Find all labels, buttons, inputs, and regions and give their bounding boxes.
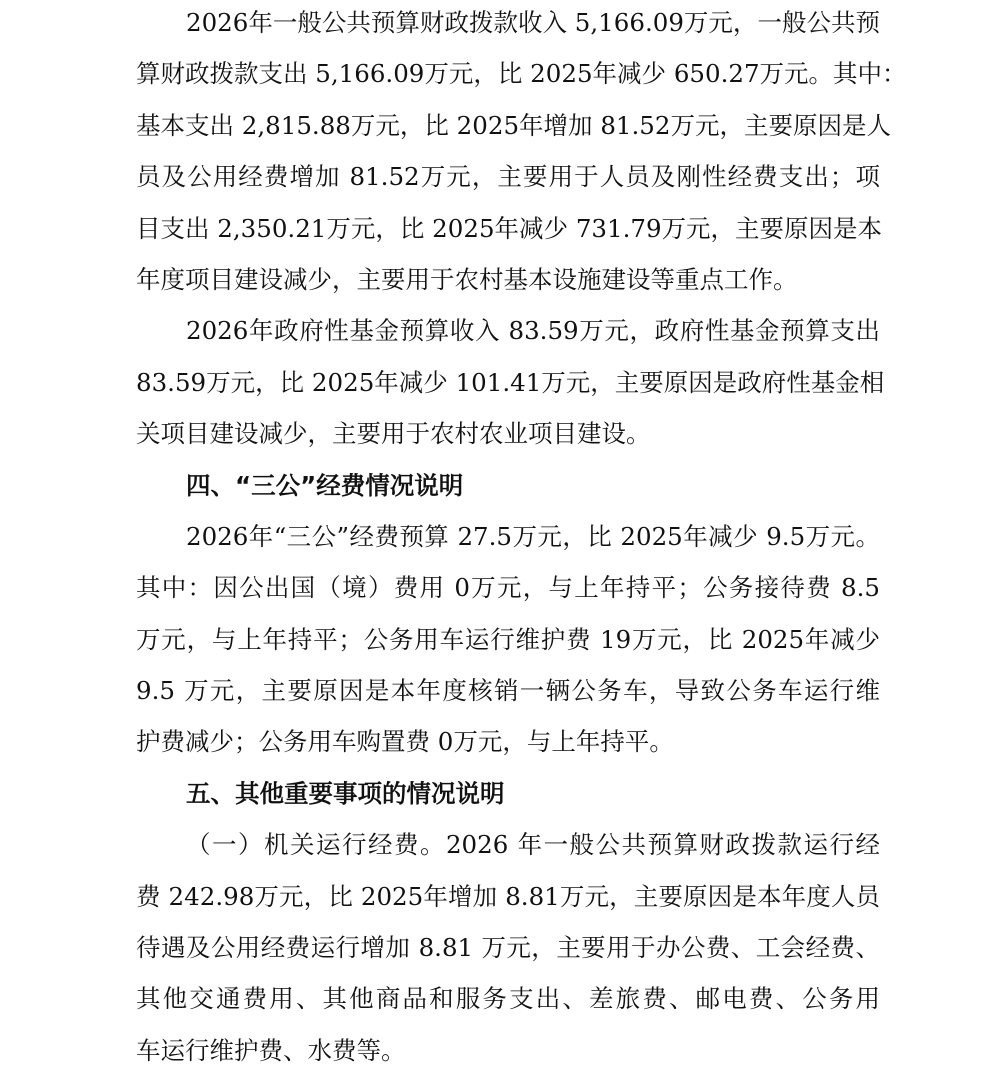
paragraph-budget-general-line-1: 2026年一般公共预算财政拨款收入 5,166.09万元，一般公共预 (186, 8, 880, 37)
paragraph-operating-funds-line-4: 其他交通费用、其他商品和服务支出、差旅费、邮电费、公务用 (136, 984, 880, 1014)
paragraph-budget-general-line-6: 年度项目建设减少，主要用于农村基本设施建设等重点工作。 (136, 264, 798, 294)
paragraph-operating-funds-line-5: 车运行维护费、水费等。 (136, 1035, 406, 1065)
paragraph-three-public-line-4: 9.5 万元，主要原因是本年度核销一辆公务车，导致公务车运行维 (136, 676, 880, 706)
paragraph-budget-general-line-4: 员及公用经费增加 81.52万元，主要用于人员及刚性经费支出；项 (136, 162, 880, 192)
paragraph-three-public-line-5: 护费减少；公务用车购置费 0万元，与上年持平。 (136, 727, 674, 757)
paragraph-operating-funds-line-3: 待遇及公用经费运行增加 8.81 万元，主要用于办公费、工会经费、 (136, 933, 880, 963)
section-heading-other-matters: 五、其他重要事项的情况说明 (186, 778, 505, 808)
paragraph-government-fund-line-2: 83.59万元，比 2025年减少 101.41万元，主要原因是政府性基金相 (136, 367, 885, 397)
document-body (136, 0, 907, 1079)
paragraph-government-fund-line-3: 关项目建设减少，主要用于农村农业项目建设。 (136, 419, 651, 449)
section-heading-three-public: 四、“三公”经费情况说明 (186, 470, 464, 500)
paragraph-operating-funds-line-2: 费 242.98万元，比 2025年增加 8.81万元，主要原因是本年度人员 (136, 881, 880, 911)
paragraph-three-public-line-2: 其中：因公出国（境）费用 0万元，与上年持平；公务接待费 8.5 (136, 573, 880, 603)
paragraph-budget-general-line-3: 基本支出 2,815.88万元，比 2025年增加 81.52万元，主要原因是人 (136, 110, 891, 140)
paragraph-budget-general-line-5: 目支出 2,350.21万元，比 2025年减少 731.79万元，主要原因是本 (136, 213, 883, 243)
paragraph-three-public-line-1: 2026年“三公”经费预算 27.5万元，比 2025年减少 9.5万元。 (186, 521, 880, 551)
paragraph-budget-general-line-2: 算财政拨款支出 5,166.09万元，比 2025年减少 650.27万元。其中： (136, 59, 907, 89)
paragraph-government-fund-line-1: 2026年政府性基金预算收入 83.59万元，政府性基金预算支出 (186, 316, 880, 346)
paragraph-operating-funds-line-1: （一）机关运行经费。2026 年一般公共预算财政拨款运行经 (186, 830, 880, 860)
paragraph-three-public-line-3: 万元，与上年持平；公务用车运行维护费 19万元，比 2025年减少 (136, 624, 880, 654)
